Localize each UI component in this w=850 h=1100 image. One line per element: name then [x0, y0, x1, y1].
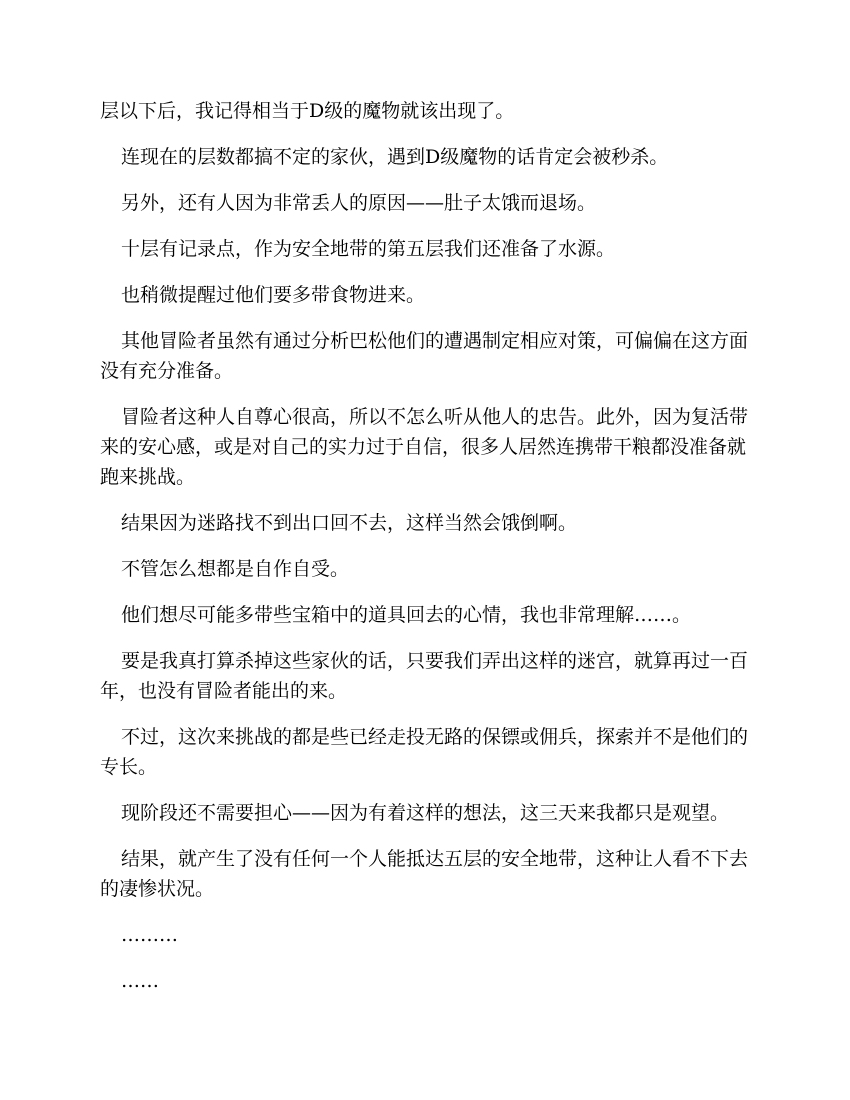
- paragraph: 也稍微提醒过他们要多带食物进来。: [121, 284, 426, 306]
- paragraph: 结果因为迷路找不到出口回不去，这样当然会饿倒啊。: [121, 512, 578, 534]
- paragraph: 他们想尽可能多带些宝箱中的道具回去的心情，我也非常理解……。: [121, 604, 692, 626]
- ellipsis-line: ………: [121, 924, 178, 946]
- paragraph: 结果，就产生了没有任何一个人能抵达五层的安全地带，这种让人看不下去的凄惨状况。: [100, 848, 749, 900]
- paragraph: 不过，这次来挑战的都是些已经走投无路的保镖或佣兵，探索并不是他们的专长。: [100, 726, 749, 778]
- paragraph: 层以下后，我记得相当于D级的魔物就该出现了。: [100, 100, 515, 122]
- paragraph: 连现在的层数都搞不定的家伙，遇到D级魔物的话肯定会被秒杀。: [121, 146, 669, 168]
- document-body: [100, 96, 750, 1012]
- paragraph: 要是我真打算杀掉这些家伙的话，只要我们弄出这样的迷宫，就算再过一百年，也没有冒险者能出的来。: [100, 650, 749, 702]
- paragraph: 不管怎么想都是自作自受。: [121, 558, 350, 580]
- ellipsis-line: ……: [121, 970, 159, 992]
- paragraph: 现阶段还不需要担心——因为有着这样的想法，这三天来我都只是观望。: [121, 802, 730, 824]
- paragraph: 冒险者这种人自尊心很高，所以不怎么听从他人的忠告。此外，因为复活带来的安心感，或是对自己的实力过于自信，很多人居然连携带干粮都没准备就跑来挑战。: [100, 406, 749, 488]
- paragraph: 其他冒险者虽然有通过分析巴松他们的遭遇制定相应对策，可偏偏在这方面没有充分准备。: [100, 330, 749, 382]
- paragraph: 十层有记录点，作为安全地带的第五层我们还准备了水源。: [121, 238, 616, 260]
- paragraph: 另外，还有人因为非常丢人的原因——肚子太饿而退场。: [121, 192, 597, 214]
